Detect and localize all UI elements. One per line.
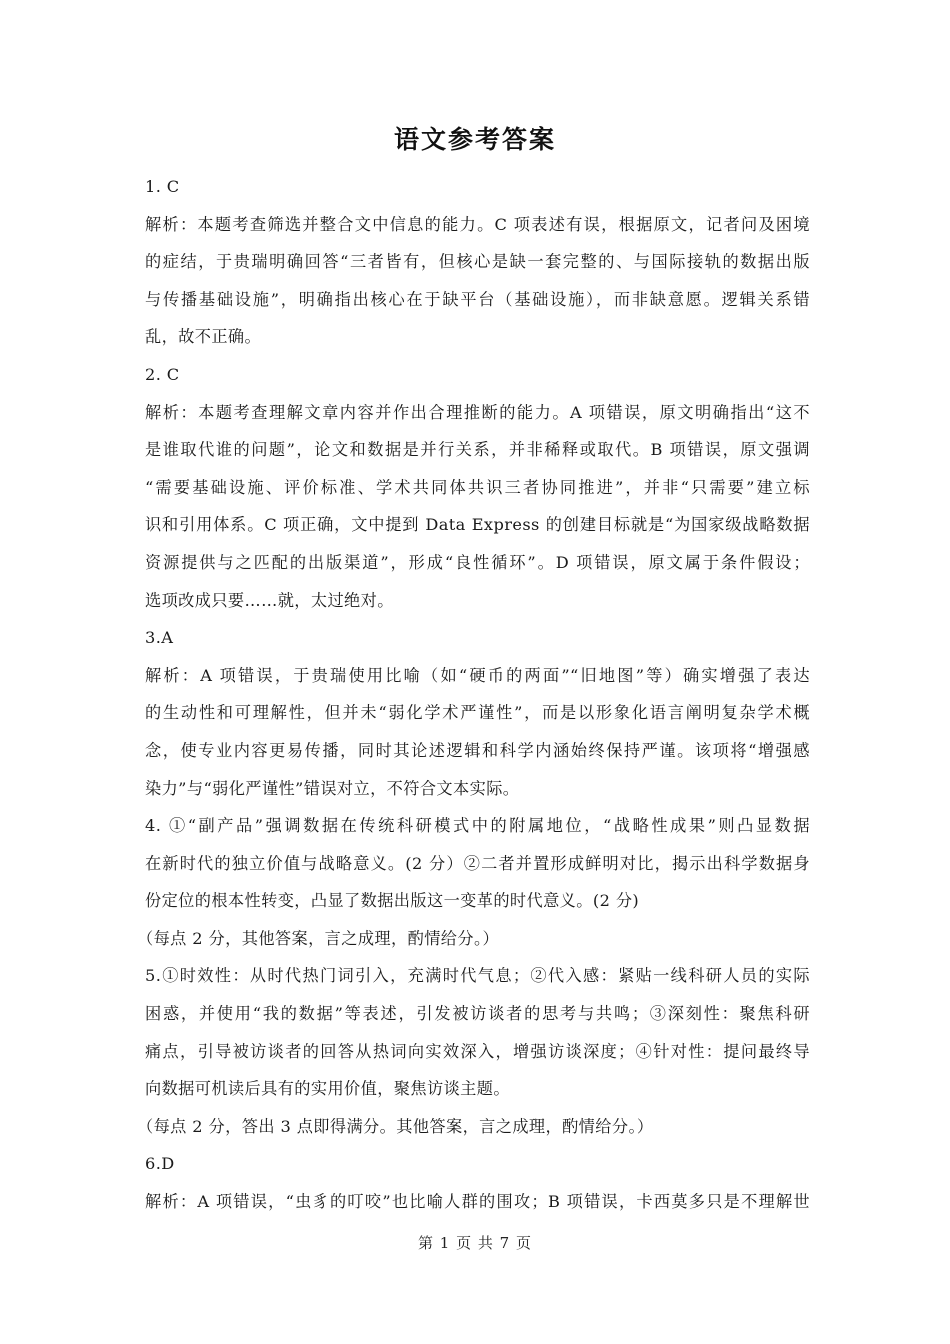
text-line: 解析：A 项错误，“虫豸的叮咬”也比喻人群的围攻；B 项错误，卡西莫多只是不理解世 bbox=[145, 1192, 810, 1212]
text-line: 念，使专业内容更易传播，同时其论述逻辑和科学内涵始终保持严谨。该项将“增强感 bbox=[145, 740, 810, 760]
text-line: 是谁取代谁的问题”，论文和数据是并行关系，并非稀释或取代。B 项错误，原文强调 bbox=[145, 440, 810, 460]
text-line: 资源提供与之匹配的出版渠道”，形成“良性循环”。D 项错误，原文属于条件假设； bbox=[145, 552, 810, 572]
text-line: 在新时代的独立价值与战略意义。(2 分）②二者并置形成鲜明对比，揭示出科学数据身 bbox=[145, 853, 810, 873]
text-line: 的症结，于贵瑞明确回答“三者皆有，但核心是缺一套完整的、与国际接轨的数据出版 bbox=[145, 252, 810, 272]
text-line: 份定位的根本性转变，凸显了数据出版这一变革的时代意义。(2 分) bbox=[145, 891, 640, 911]
text-line: 选项改成只要……就，太过绝对。 bbox=[145, 590, 394, 610]
text-line: 困惑，并使用“我的数据”等表述，引发被访谈者的思考与共鸣；③深刻性：聚焦科研 bbox=[145, 1004, 810, 1024]
text-line: 5.①时效性：从时代热门词引入，充满时代气息；②代入感：紧贴一线科研人员的实际 bbox=[145, 966, 810, 986]
text-line: 4. ①“副产品”强调数据在传统科研模式中的附属地位，“战略性成果”则凸显数据 bbox=[145, 816, 810, 836]
text-line: 痛点，引导被访谈者的回答从热词向实效深入，增强访谈深度；④针对性：提问最终导 bbox=[145, 1041, 810, 1061]
answer-content bbox=[137, 168, 810, 1221]
page-footer: 第 1 页 共 7 页 bbox=[418, 1234, 532, 1252]
text-line: 解析：A 项错误，于贵瑞使用比喻（如“硬币的两面”“旧地图”等）确实增强了表达 bbox=[145, 665, 810, 685]
text-line: 解析：本题考查筛选并整合文中信息的能力。C 项表述有误，根据原文，记者问及困境 bbox=[145, 214, 810, 234]
text-line: 的生动性和可理解性，但并未“弱化学术严谨性”，而是以形象化语言阐明复杂学术概 bbox=[145, 703, 810, 723]
text-line: 解析：本题考查理解文章内容并作出合理推断的能力。A 项错误，原文明确指出“这不 bbox=[145, 402, 810, 422]
text-line: 染力”与“弱化严谨性”错误对立，不符合文本实际。 bbox=[145, 778, 520, 798]
text-line: 向数据可机读后具有的实用价值，聚焦访谈主题。 bbox=[145, 1079, 510, 1099]
text-line: “需要基础设施、评价标准、学术共同体共识三者协同推进”，并非“只需要”建立标 bbox=[145, 477, 810, 497]
text-line: 乱，故不正确。 bbox=[145, 327, 262, 347]
scoring-note-line: （每点 2 分，其他答案，言之成理，酌情给分。） bbox=[137, 928, 500, 948]
text-line: 与传播基础设施”，明确指出核心在于缺平台（基础设施），而非缺意愿。逻辑关系错 bbox=[145, 289, 810, 309]
text-line: 6.D bbox=[145, 1154, 175, 1174]
page-title: 语文参考答案 bbox=[393, 125, 556, 154]
text-line: 2. C bbox=[145, 364, 180, 384]
scoring-note-line: （每点 2 分，答出 3 点即得满分。其他答案，言之成理，酌情给分。） bbox=[137, 1116, 654, 1136]
text-line: 识和引用体系。C 项正确，文中提到 Data Express 的创建目标就是“为国家级战略数据 bbox=[145, 515, 810, 535]
text-line: 1. C bbox=[145, 177, 180, 196]
text-line: 3.A bbox=[145, 628, 174, 648]
